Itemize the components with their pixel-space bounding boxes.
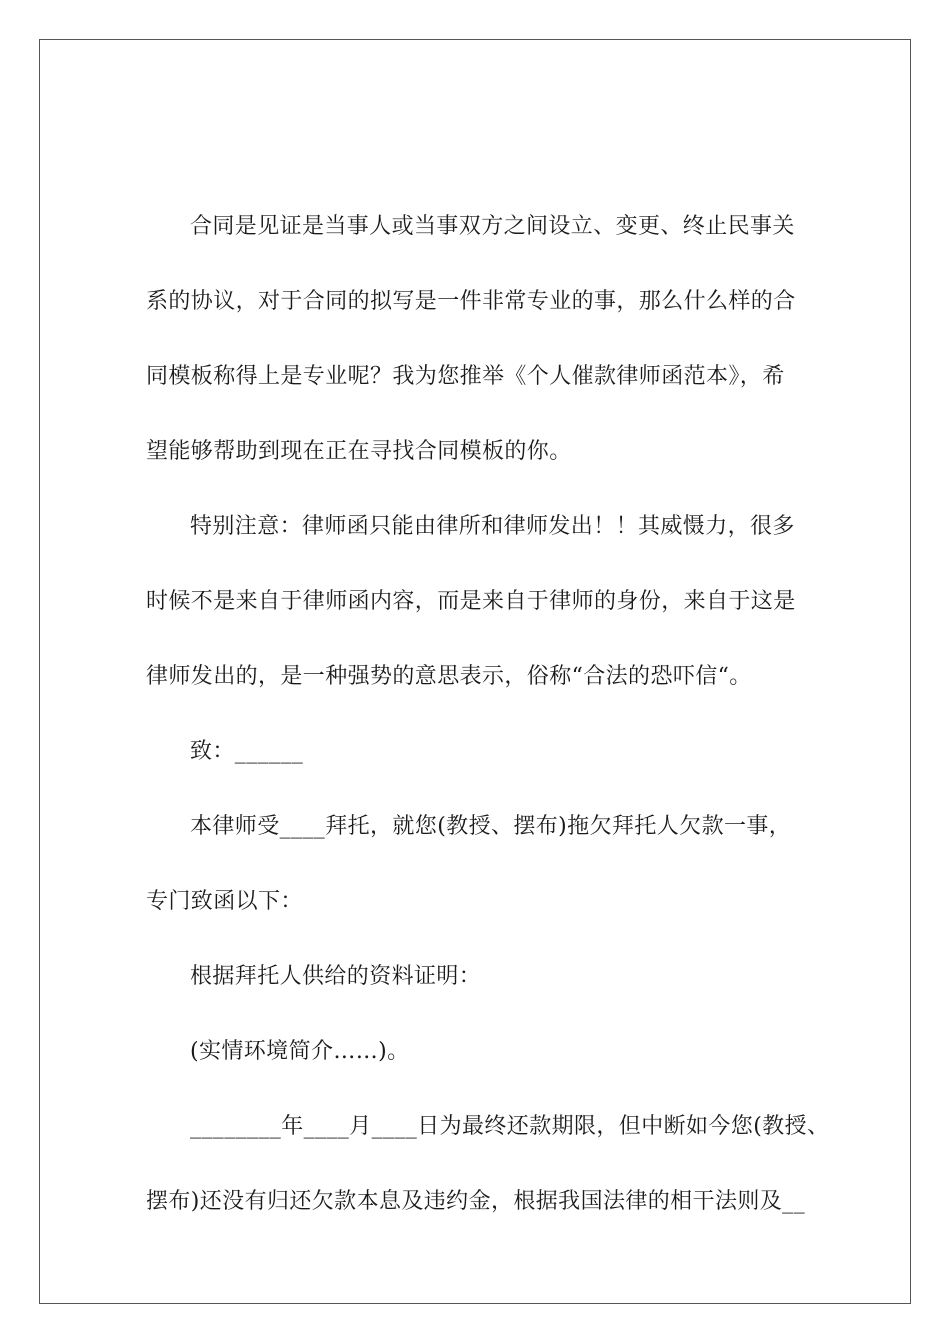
salutation-line: 致：______ bbox=[190, 739, 304, 764]
paragraph-line-13: ________年____月____日为最终还款期限，但中断如今您(教授、 bbox=[190, 1114, 830, 1139]
paragraph-line-12: (实情环境简介……)。 bbox=[190, 1039, 410, 1064]
paragraph-line-7: 律师发出的，是一种强势的意思表示，俗称“合法的恐吓信“。 bbox=[146, 664, 752, 689]
paragraph-line-4: 望能够帮助到现在正在寻找合同模板的你。 bbox=[146, 439, 572, 464]
paragraph-line-9: 本律师受____拜托，就您(教授、摆布)拖欠拜托人欠款一事， bbox=[190, 814, 792, 839]
paragraph-line-10: 专门致函以下： bbox=[146, 889, 303, 914]
paragraph-line-6: 时候不是来自于律师函内容，而是来自于律师的身份，来自于这是 bbox=[146, 589, 796, 614]
paragraph-line-14: 摆布)还没有归还欠款本息及违约金，根据我国法律的相干法则及__ bbox=[146, 1189, 805, 1214]
paragraph-line-5: 特别注意：律师函只能由律所和律师发出！！其威慑力，很多 bbox=[190, 514, 795, 539]
paragraph-line-1: 合同是见证是当事人或当事双方之间设立、变更、终止民事关 bbox=[190, 214, 795, 239]
paragraph-line-2: 系的协议，对于合同的拟写是一件非常专业的事，那么什么样的合 bbox=[146, 289, 796, 314]
paragraph-line-11: 根据拜托人供给的资料证明： bbox=[190, 964, 482, 989]
paragraph-line-3: 同模板称得上是专业呢？我为您推举《个人催款律师函范本》，希 bbox=[146, 364, 785, 389]
